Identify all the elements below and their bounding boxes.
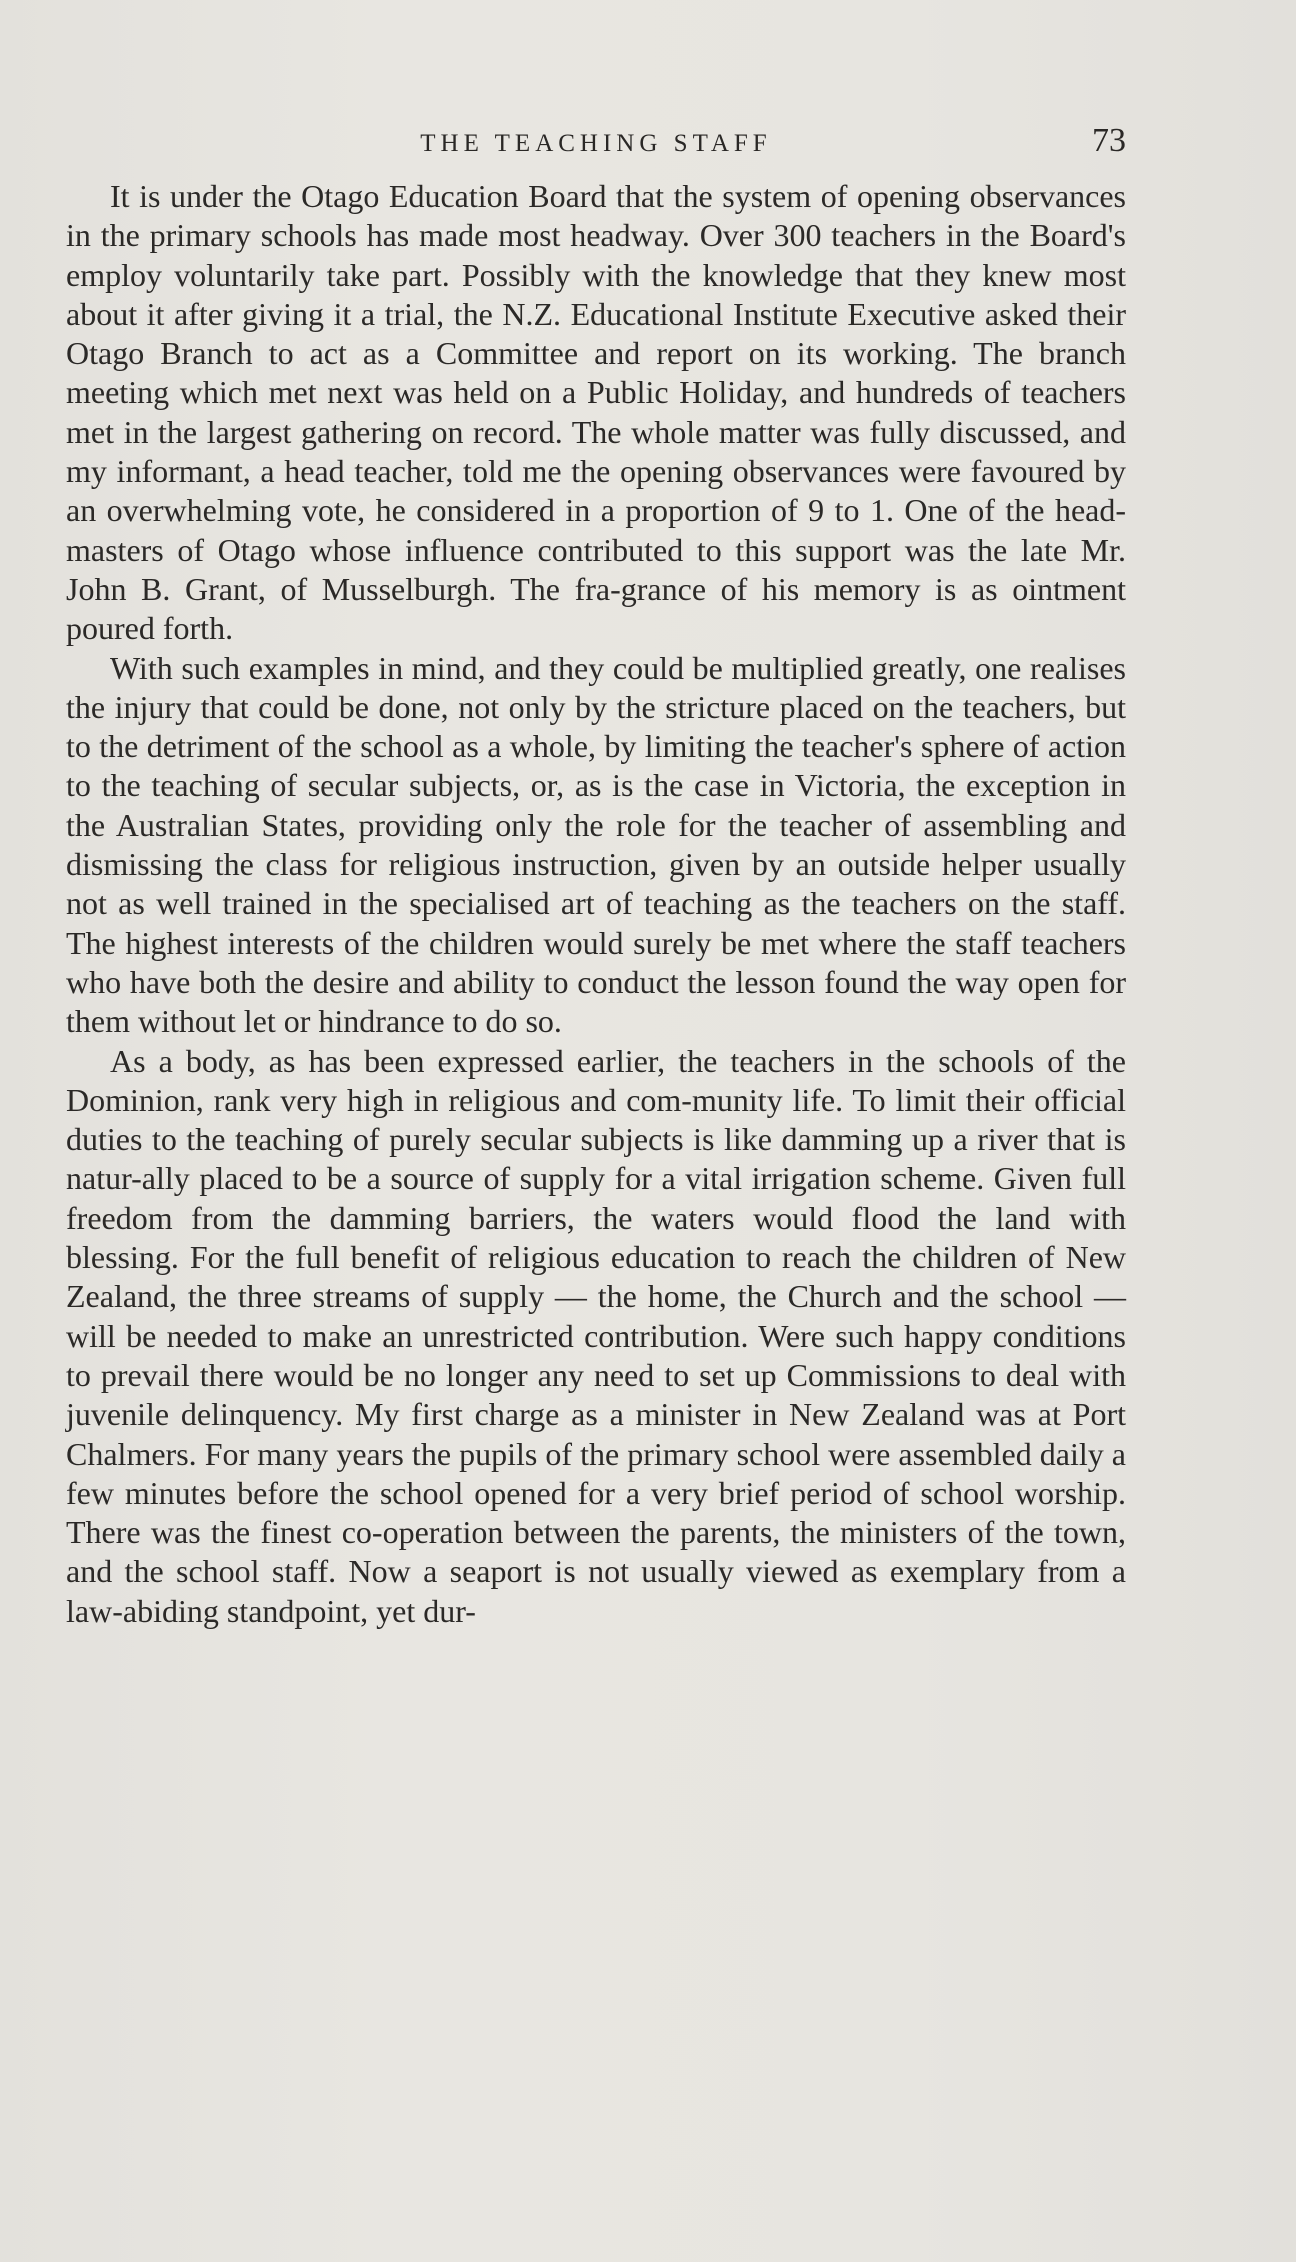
paragraph-3: As a body, as has been expressed earlier, the teachers in the schools of the Dominion, rank very high in religious and com-munity life. To limit their official duties to the teaching of purely secular subjects is like damming up a river that is natur-ally placed to be a source of supply for a vital irrigation scheme. Given full freedom from the damming barriers, the waters would flood the land with blessing. For the full benefit of religious education to reach the children of New Zealand, the three streams of supply — the home, the Church and the school — will be needed to make an unrestricted contribution. Were such happy conditions to prevail there would be no longer any need to set up Commissions to deal with juvenile delinquency. My first charge as a minister in New Zealand was at Port Chalmers. For many years the pupils of the primary school were assembled daily a few minutes before the school opened for a very brief period of school worship. There was the finest co-operation between the parents, the ministers of the town, and the school staff. Now a seaport is not usually viewed as exemplary from a law-abiding standpoint, yet dur- [66, 1042, 1126, 1629]
body-text [66, 177, 1126, 1631]
page-number: 73 [1092, 122, 1126, 159]
running-title: THE TEACHING STAFF [420, 130, 772, 157]
paragraph-2: With such examples in mind, and they could be multiplied greatly, one realises the injury that could be done, not only by the stricture placed on the teachers, but to the detriment of the school as a whole, by limiting the teacher's sphere of action to the teaching of secular subjects, or, as is the case in Victoria, the exception in the Australian States, providing only the role for the teacher of assembling and dismissing the class for religious instruction, given by an outside helper usually not as well trained in the specialised art of teaching as the teachers on the staff. The highest interests of the children would surely be met where the staff teachers who have both the desire and ability to conduct the lesson found the way open for them without let or hindrance to do so. [66, 649, 1126, 1040]
paragraph-1: It is under the Otago Education Board that the system of opening observances in the primary schools has made most headway. Over 300 teachers in the Board's employ voluntarily take part. Possibly with the knowledge that they knew most about it after giving it a trial, the N.Z. Educational Institute Executive asked their Otago Branch to act as a Committee and report on its working. The branch meeting which met next was held on a Public Holiday, and hundreds of teachers met in the largest gathering on record. The whole matter was fully discussed, and my informant, a head teacher, told me the opening observances were favoured by an overwhelming vote, he considered in a proportion of 9 to 1. One of the head-masters of Otago whose influence contributed to this support was the late Mr. John B. Grant, of Musselburgh. The fra-grance of his memory is as ointment poured forth. [66, 178, 1126, 647]
running-head [66, 122, 1126, 166]
